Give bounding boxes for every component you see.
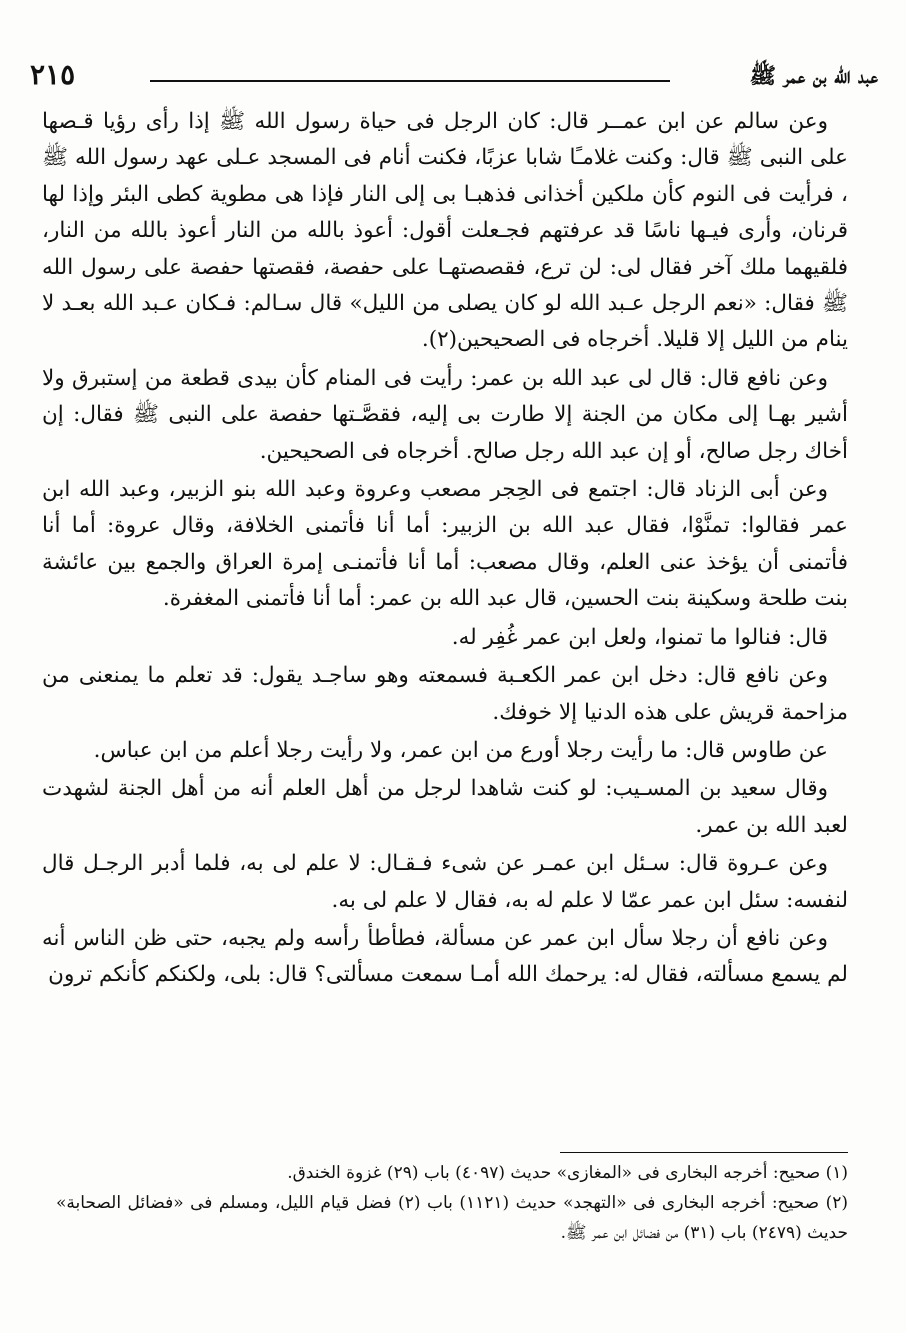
page-number: ٢١٥ [30, 58, 76, 91]
paragraph: وعن نافع قال: قال لى عبد الله بن عمر: رأيت فى المنام كأن بيدى قطعة من إستبرق ولا أشير بهـا إلى مكان من الجنة إلا طارت بى إليه، فقصَّـتها حفصة على النبى ﷺ فقال: إن أخاك رجل صالح، أو إن عبد الله رجل صالح. أخرجاه فى الصحيحين. [42, 365, 848, 464]
footnote: (١) صحيح: أخرجه البخارى فى «المغازى» حديث (٤٠٩٧) باب (٢٩) غزوة الخندق. [287, 1163, 848, 1183]
paragraph: وقال سعيد بن المسـيب: لو كنت شاهدا لرجل من أهل العلم أنه من أهل الجنة لشهدت لعبد الله بن عمر. [42, 776, 848, 838]
paragraph: وعن عـروة قال: سـئل ابن عمـر عن شىء فـقـال: لا علم لى به، فلما أدبر الرجـل قال لنفسه: سئل ابن عمر عمّا لا علم له به، فقال لا علم لى به. [42, 851, 848, 913]
header-rule [150, 80, 670, 82]
paragraph: وعن نافع قال: دخل ابن عمر الكعـبة فسمعته وهو ساجـد يقول: قد تعلم ما يمنعنى من مزاحمة قريش على هذه الدنيا إلا خوفك. [42, 663, 848, 725]
paragraph: وعن أبى الزناد قال: اجتمع فى الحِجر مصعب وعروة وعبد الله بنو الزبير، وعبد الله ابن عمر فقالوا: تمنَّوْا، فقال عبد الله بن الزبير: أما أنا فأتمنى الخلافة، وقال عروة: أما أنا فأتمنى أن يؤخذ عنى العلم، وقال مصعب: أما أنا فأتمنـى إمرة العراق والجمع بين عائشة بنت طلحة وسكينة بنت الحسين، قال عبد الله بن عمر: أما أنا فأتمنى المغفرة. [42, 477, 848, 612]
running-title: عبد الله بن عمر ﷺ [749, 63, 878, 89]
footnote-separator [560, 1152, 848, 1153]
paragraph: قال: فنالوا ما تمنوا، ولعل ابن عمر غُفِر له. [451, 624, 828, 650]
footnotes [56, 1158, 848, 1248]
body-text [42, 104, 848, 996]
footnote: (٢) صحيح: أخرجه البخارى فى «التهجد» حديث (١١٢١) باب (٢) فضل قيام الليل، ومسلم فى «فضائل الصحابة» حديث (٢٤٧٩) باب (٣١) من فضائل ابن عمر ﷺ. [56, 1193, 848, 1243]
paragraph: وعن سالم عن ابن عمــر قال: كان الرجل فى حياة رسول الله ﷺ إذا رأى رؤيا قـصها على النبى ﷺ قال: وكنت غلامـًا شابا عزبًا، فكنت أنام فى المسجد عـلى عهد رسول الله ﷺ ، فرأيت فى النوم كأن ملكين أخذانى فذهبـا بى إلى النار فإذا هى مطوية كطى البئر وإذا لها قرنان، وأرى فيـها ناسًا قد عرفتهم فجـعلت أقول: أعوذ بالله من النار أعوذ بالله من النار، فلقيهما ملك آخر فقال لى: لن ترع، فقصصتهـا على حفصة، فقصتها حفصة على رسول الله ﷺ فقال: «نعم الرجل عـبد الله لو كان يصلى من الليل» قال سـالم: فـكان عـبد الله بعـد لا ينام من الليل إلا قليلا. أخرجاه فى الصحيحين(٢). [42, 109, 848, 353]
paragraph: وعن نافع أن رجلا سأل ابن عمر عن مسألة، فطأطأ رأسه ولم يجبه، حتى ظن الناس أنه لم يسمع مسألته، فقال له: يرحمك الله أمـا سمعت مسألتى؟ قال: بلى، ولكنكم كأنكم ترون [42, 925, 848, 988]
running-header [30, 58, 878, 98]
paragraph: عن طاوس قال: ما رأيت رجلا أورع من ابن عمر، ولا رأيت رجلا أعلم من ابن عباس. [93, 737, 828, 763]
